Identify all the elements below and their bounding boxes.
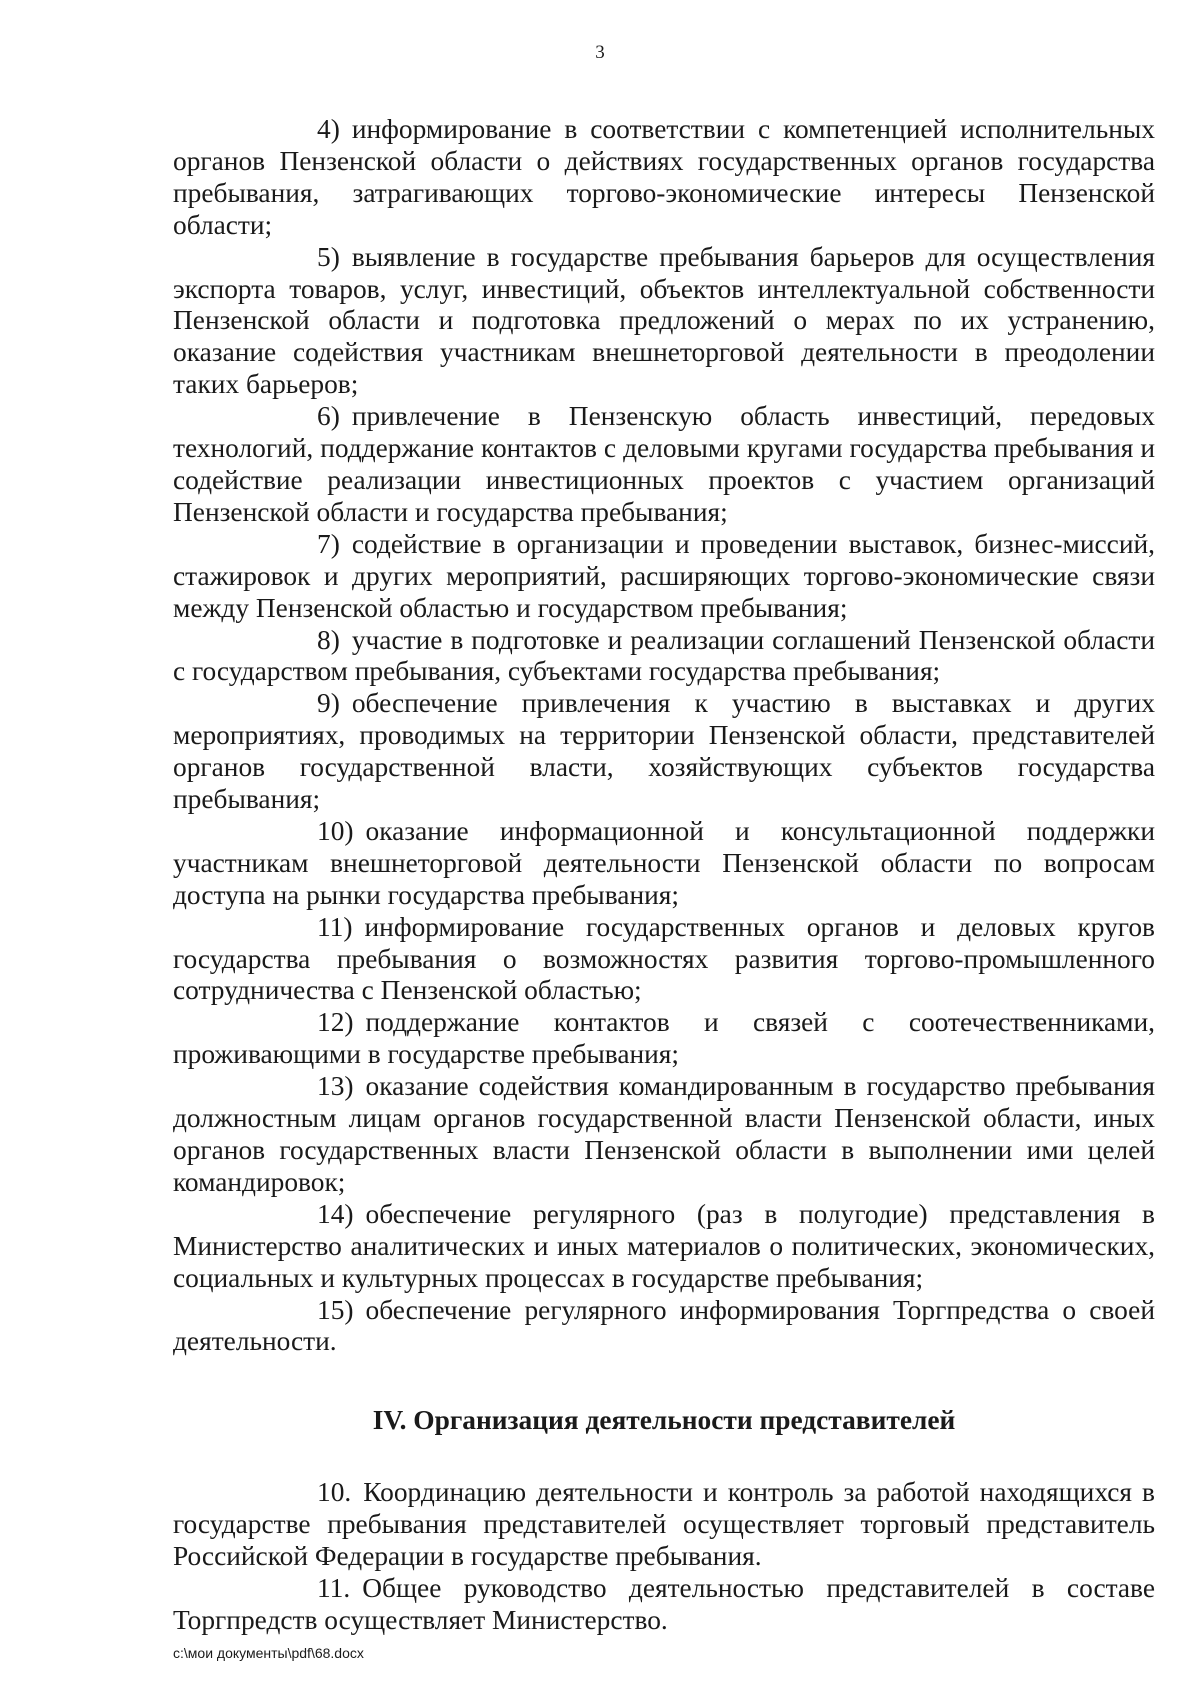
list-item	[173, 1199, 1155, 1295]
duties-list	[173, 114, 1155, 1358]
section-paragraph-number: 11.	[317, 1572, 351, 1603]
list-item-text: содействие в организации и проведении выставок, бизнес-миссий, стажировок и других мероприятий, расширяющих торгово-экономические связи между Пензенской областью и государством пребывания;	[173, 528, 1155, 623]
section-paragraph	[173, 1573, 1155, 1637]
list-item-text: участие в подготовке и реализации соглашений Пензенской области с государством пребывания, субъектами государства пребывания;	[173, 624, 1155, 687]
list-item-text: оказание содействия командированным в государство пребывания должностным лицам органов государственной власти Пензенской области, иных органов государственных власти Пензенской области в выполнении ими целей командировок;	[173, 1071, 1155, 1197]
list-item-number: 6)	[317, 401, 340, 432]
section-paragraph-number: 10.	[317, 1477, 352, 1508]
list-item-number: 15)	[317, 1294, 354, 1325]
list-item-number: 9)	[317, 688, 340, 719]
list-item	[173, 242, 1155, 402]
list-item-text: обеспечение привлечения к участию в выставках и других мероприятиях, проводимых на территории Пензенской области, представителей органов государственной власти, хозяйствующих субъектов государства пребывания;	[173, 688, 1155, 815]
list-item-number: 10)	[317, 815, 354, 846]
list-item-text: поддержание контактов и связей с соотечественниками, проживающими в государстве пребывания;	[173, 1007, 1155, 1070]
page-number: 3	[595, 42, 605, 63]
list-item	[173, 816, 1155, 912]
list-item-number: 11)	[317, 911, 353, 942]
list-item-number: 13)	[317, 1071, 354, 1102]
section-paragraph-text: Координацию деятельности и контроль за работой находящихся в государстве пребывания представителей осуществляет торговый представитель Российской Федерации в государстве пребывания.	[173, 1477, 1155, 1572]
list-item	[173, 912, 1155, 1008]
section-paragraphs	[173, 1477, 1155, 1637]
list-item	[173, 1007, 1155, 1071]
list-item-number: 4)	[317, 114, 340, 144]
list-item-number: 12)	[317, 1007, 354, 1038]
list-item-number: 5)	[317, 241, 340, 272]
list-item	[173, 1295, 1155, 1359]
section-paragraph-text: Общее руководство деятельностью представителей в составе Торгпредств осуществляет Министерство.	[173, 1572, 1155, 1635]
list-item	[173, 688, 1155, 816]
section-paragraph	[173, 1477, 1155, 1573]
list-item-text: информирование государственных органов и деловых кругов государства пребывания о возможностях развития торгово-промышленного сотрудничества с Пензенской областью;	[173, 911, 1155, 1006]
list-item-number: 7)	[317, 528, 340, 559]
list-item	[173, 625, 1155, 689]
footer-file-path: c:\мои документы\pdf\68.docx	[173, 1645, 364, 1661]
list-item-number: 14)	[317, 1198, 354, 1229]
list-item-text: оказание информационной и консультационной поддержки участникам внешнеторговой деятельности Пензенской области по вопросам доступа на рынки государства пребывания;	[173, 815, 1155, 910]
list-item-text: выявление в государстве пребывания барьеров для осуществления экспорта товаров, услуг, инвестиций, объектов интеллектуальной собственности Пензенской области и подготовка предложений о мерах по их устранению, оказание содействия участникам внешнеторговой деятельности в преодолении таких барьеров;	[173, 241, 1155, 400]
list-item	[173, 401, 1155, 529]
list-item	[173, 1071, 1155, 1199]
list-item-text: обеспечение регулярного информирования Торгпредства о своей деятельности.	[173, 1294, 1155, 1357]
list-item-number: 8)	[317, 624, 340, 655]
section-heading: IV. Организация деятельности представителей	[372, 1405, 956, 1436]
document-body	[173, 114, 1155, 1637]
list-item-text: привлечение в Пензенскую область инвестиций, передовых технологий, поддержание контактов с деловыми кругами государства пребывания и содействие реализации инвестиционных проектов с участием организаций Пензенской области и государства пребывания;	[173, 401, 1155, 527]
list-item	[173, 529, 1155, 625]
list-item-text: обеспечение регулярного (раз в полугодие) представления в Министерство аналитических и иных материалов о политических, экономических, социальных и культурных процессах в государстве пребывания;	[173, 1198, 1155, 1293]
list-item	[173, 114, 1155, 242]
list-item-text: информирование в соответствии с компетенцией исполнительных органов Пензенской области о действиях государственных органов государства пребывания, затрагивающих торгово-экономические интересы Пензенской области;	[173, 114, 1155, 240]
